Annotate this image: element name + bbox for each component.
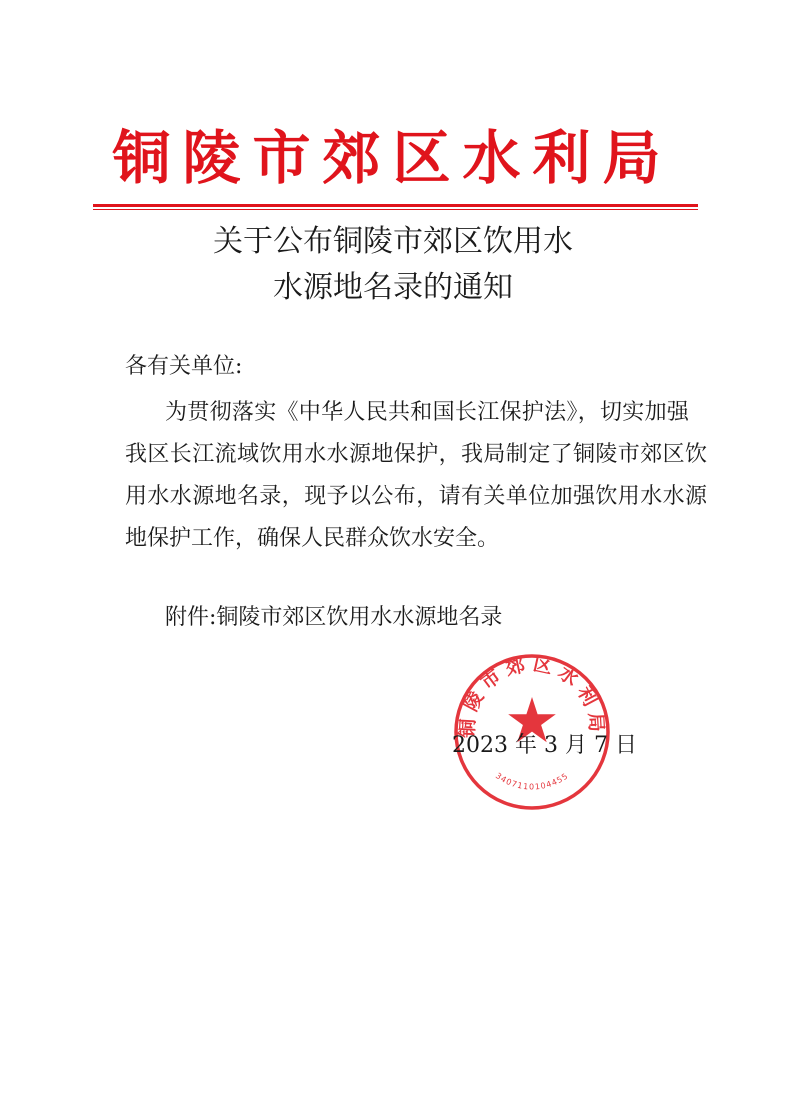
body-line-3: 用水水源地名录，现予以公布，请有关单位加强饮用水水源 xyxy=(125,484,708,509)
svg-text:3407110104455 xyxy=(494,771,570,791)
document-title-line-1: 关于公布铜陵市郊区饮用水 xyxy=(213,224,573,259)
red-header-rule xyxy=(93,204,698,207)
body-line-1: 为贯彻落实《中华人民共和国长江保护法》，切实加强 xyxy=(165,400,690,425)
seal-code: 3407110104455 xyxy=(493,771,571,792)
issue-date: 2023 年 3 月 7 日 xyxy=(452,733,637,758)
attachment-note: 附件:铜陵市郊区饮用水水源地名录 xyxy=(165,605,503,630)
seal-org-name: 铜陵市郊区水利局 xyxy=(456,652,608,739)
org-header-title: 铜陵市郊区水利局 xyxy=(112,124,673,192)
salutation: 各有关单位: xyxy=(125,354,243,379)
document-title-line-2: 水源地名录的通知 xyxy=(273,270,513,305)
body-line-2: 我区长江流域饮用水水源地保护，我局制定了铜陵市郊区饮 xyxy=(125,442,708,467)
red-header-rule-thin xyxy=(93,209,698,210)
body-line-4: 地保护工作，确保人民群众饮水安全。 xyxy=(125,526,500,551)
